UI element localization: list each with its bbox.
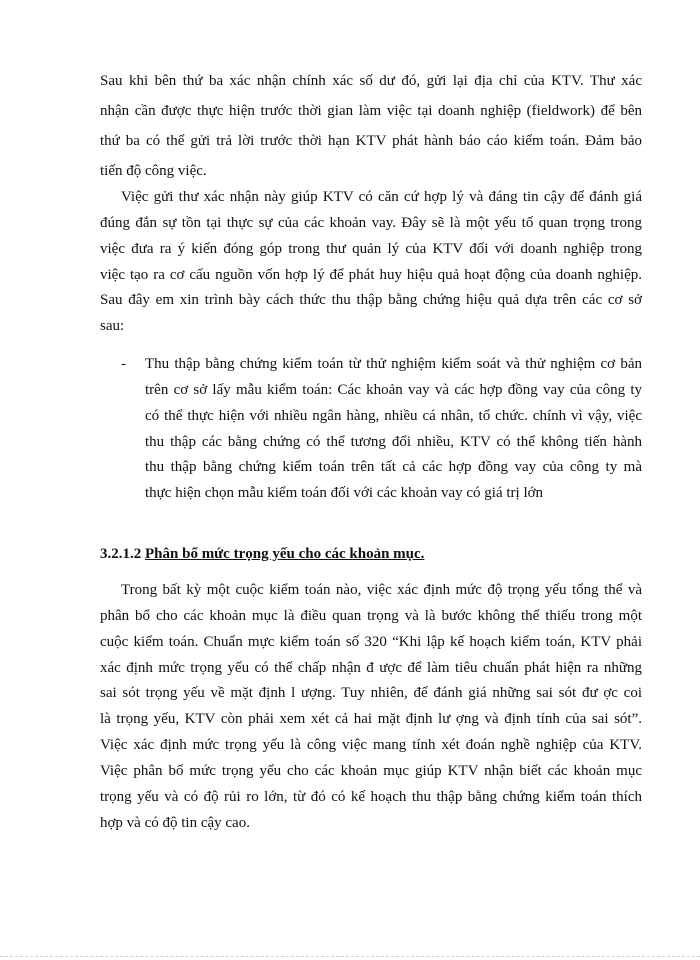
- text-line: là trọng yếu, KTV còn phải xem xét cả hai mặt định lư ợng và định tính của sai sót”.: [100, 711, 642, 727]
- text-line: thu thập bằng chứng kiểm toán trên tất cả các hợp đồng vay của công ty mà: [145, 459, 642, 475]
- text-line: trên cơ sở lấy mẫu kiểm toán: Các khoản vay và các hợp đồng vay của công ty: [145, 382, 642, 398]
- section-heading: [100, 544, 424, 564]
- text-line: nhận cần được thực hiện trước thời gian làm việc tại doanh nghiệp (fieldwork) để bên: [100, 103, 642, 119]
- text-line: có thể thực hiện với nhiều ngân hàng, nhiều cá nhân, tổ chức. chính vì vậy, việc: [145, 408, 642, 424]
- text-line: Việc phân bổ mức trọng yếu cho các khoản mục giúp KTV nhận biết các khoản mục: [100, 763, 642, 779]
- text-line: Sau khi bên thứ ba xác nhận chính xác số dư đó, gửi lại địa chỉ của KTV. Thư xác: [100, 73, 642, 89]
- page-bottom-divider: [0, 956, 700, 957]
- text-line: việc tạo ra cơ cấu nguồn vốn hợp lý để phát huy hiệu quả hoạt động của doanh nghiệp.: [100, 267, 642, 283]
- text-line: hợp và có độ tin cậy cao.: [100, 815, 250, 831]
- text-line: Trong bất kỳ một cuộc kiểm toán nào, việc xác định mức độ trọng yếu tổng thể và: [121, 582, 642, 598]
- text-line: xác định mức trọng yếu có thể chấp nhận đ ược để làm tiêu chuẩn phát hiện ra những: [100, 660, 642, 676]
- bullet-marker: -: [121, 356, 126, 372]
- text-line: thực hiện chọn mẫu kiểm toán đối với các khoản vay có giá trị lớn: [145, 485, 544, 501]
- text-line: việc đưa ra ý kiến đóng góp trong thư quản lý của KTV đối với doanh nghiệp trong: [100, 241, 642, 257]
- text-line: phân bổ cho các khoản mục là điều quan trọng và là bước không thể thiếu trong một: [100, 608, 642, 624]
- text-line: cuộc kiểm toán. Chuẩn mực kiểm toán số 320 “Khi lập kế hoạch kiểm toán, KTV phải: [100, 634, 642, 650]
- text-line: thu thập các bằng chứng có thể tương đối nhiều, KTV có thể không tiến hành: [145, 434, 642, 450]
- section-number: 3.2.1.2: [100, 546, 142, 562]
- text-line: Việc xác định mức trọng yếu là công việc mang tính xét đoán nghề nghiệp của KTV.: [100, 737, 642, 753]
- text-line: đúng đắn sự tồn tại thực sự của các khoản vay. Đây sẽ là một yếu tố quan trọng trong: [100, 215, 642, 231]
- text-line: Sau đây em xin trình bày cách thức thu thập bằng chứng hiệu quả dựa trên các cơ sở: [100, 292, 642, 308]
- text-line: sai sót trọng yếu về mặt định l ượng. Tuy nhiên, để đánh giá những sai sót đư ợc coi: [100, 685, 642, 701]
- text-line: Thu thập bằng chứng kiểm toán từ thử nghiệm kiểm soát và thử nghiệm cơ bản: [145, 356, 642, 372]
- text-line: Việc gửi thư xác nhận này giúp KTV có căn cứ hợp lý và đáng tin cậy để đánh giá: [121, 189, 642, 205]
- section-title: Phân bổ mức trọng yếu cho các khoản mục.: [145, 546, 425, 562]
- text-line: tiến độ công việc.: [100, 163, 207, 179]
- text-line: thứ ba có thể gửi trả lời trước thời hạn KTV phát hành báo cáo kiểm toán. Đảm bảo: [100, 133, 642, 149]
- text-line: trọng yếu và có độ rủi ro lớn, từ đó có kế hoạch thu thập bằng chứng kiểm toán thích: [100, 789, 642, 805]
- text-line: sau:: [100, 318, 125, 334]
